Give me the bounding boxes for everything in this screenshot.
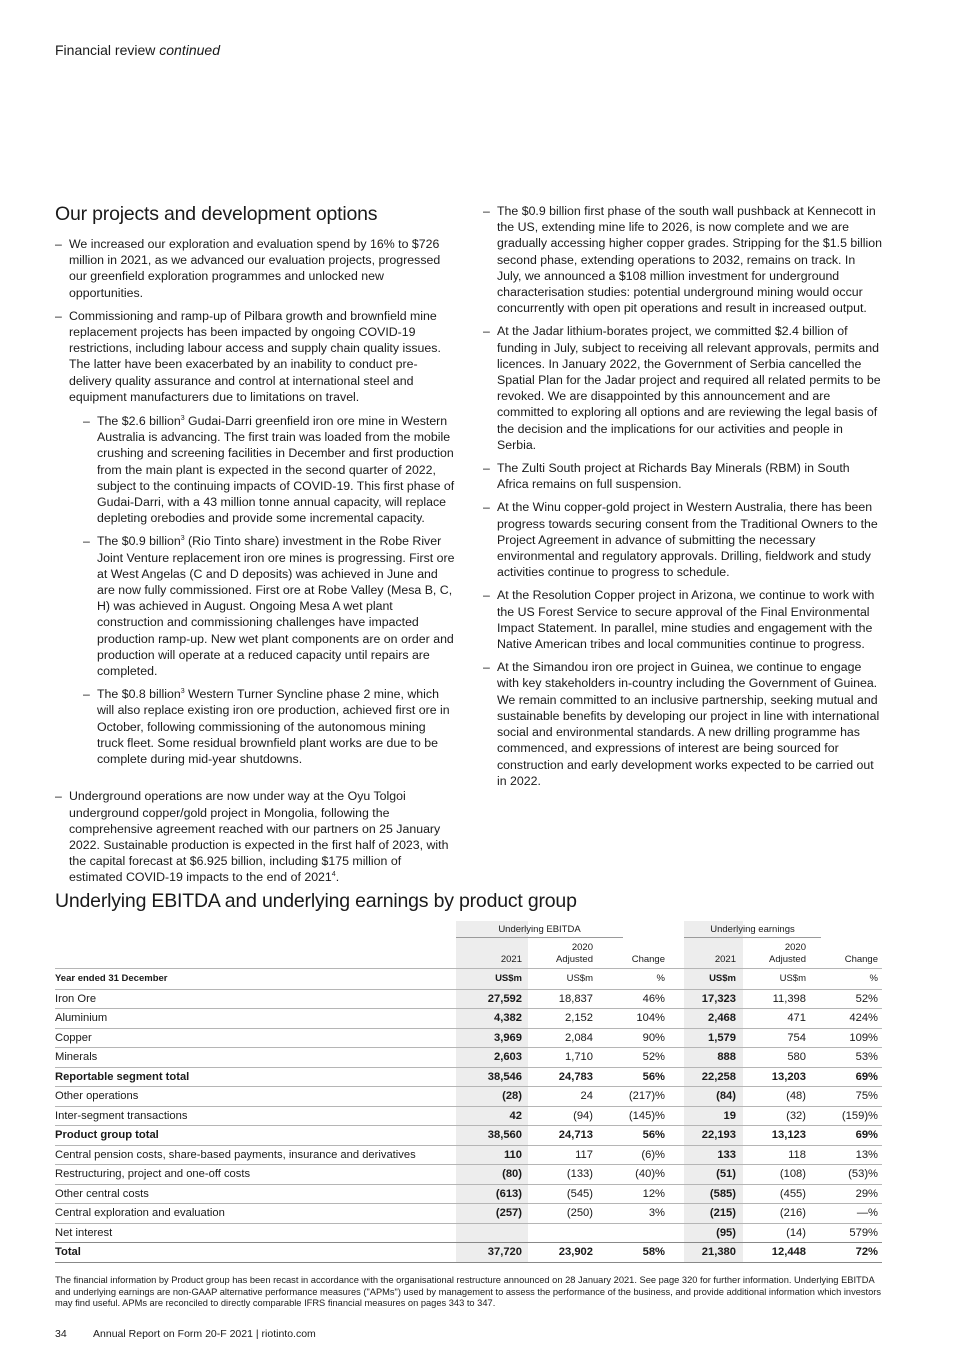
cell-value: 104%	[636, 1012, 665, 1024]
cell-value: 11,398	[772, 992, 806, 1005]
cell-value: (159)%	[841, 1109, 878, 1122]
cell-value: (145)%	[628, 1109, 665, 1122]
col-header-earnings-2020	[728, 942, 806, 966]
cell-value: (80)	[502, 1168, 522, 1180]
cell-value: 118	[788, 1148, 806, 1161]
row-label: Inter-segment transactions	[55, 1109, 188, 1122]
projects-heading: Our projects and development options	[55, 203, 378, 225]
footnote: The financial information by Product group has been recast in accordance with the organisational restructure announced on 28 January 2021. See page 320 for further information. Underlying EBITDA and underlying earnings are non-GAAP alternative performance measures ("APMs") used by management to assess the performance of the business, and provide additional information which investors may find useful. APMs are reconciled to directly comparable IFRS financial measures on pages 343 to 347.	[55, 1275, 882, 1309]
list-item	[55, 788, 455, 885]
group-header-earnings: Underlying earnings	[684, 924, 821, 938]
list-item: – At the Simandou iron ore project in Guinea, we continue to engage with key stakeholders in-country including the Government of Guinea. We remain committed to an inclusive partnership, seeking mutual and sustainable benefits by developing our project in line with international social and environmental standards. A new drilling programme has commenced, and expressions of interest are being sourced for construction and early development works expected to be carried out in 2022.	[483, 659, 883, 789]
table-row	[55, 1184, 882, 1204]
projects-right-column	[483, 203, 883, 796]
row-divider	[55, 1067, 882, 1068]
footnote-ref: 3	[180, 414, 185, 422]
cell-value: 12%	[642, 1187, 665, 1200]
running-head-title: Financial review	[55, 42, 156, 58]
cell-value: (133)	[566, 1168, 593, 1180]
col-header-earnings-2021: 2021	[714, 954, 736, 965]
cell-value: 471	[787, 1012, 806, 1024]
table-row	[55, 1067, 882, 1087]
cell-value: (32)	[786, 1109, 806, 1122]
footer-separator: |	[255, 1328, 259, 1340]
sub-item-text: Western Turner Syncline phase 2 mine, which will also replace existing iron ore production, achieved first ore in October, following commissioning of the autonomous mining truck fleet. Some residual brownfield plant works are due to be complete during mid-year shutdowns.	[97, 687, 450, 767]
row-divider	[55, 1086, 882, 1087]
cell-value: (51)	[716, 1168, 736, 1180]
row-divider	[55, 1047, 882, 1048]
table-heading: Underlying EBITDA and underlying earnings by product group	[55, 890, 577, 912]
cell-value: 2,152	[565, 1012, 593, 1024]
cell-value: (28)	[502, 1090, 522, 1102]
cell-value: (40)%	[635, 1168, 665, 1180]
col-header-adjusted: Adjusted	[769, 954, 806, 965]
cell-value: 38,546	[487, 1070, 522, 1083]
cell-value: 24,783	[558, 1070, 593, 1083]
cell-value: (14)	[786, 1226, 806, 1239]
cell-value: 56%	[642, 1129, 665, 1141]
row-label: Central pension costs, share-based payments, insurance and derivatives	[55, 1148, 416, 1161]
page-footer	[55, 1328, 316, 1340]
cell-value: 42	[509, 1109, 522, 1122]
row-label: Other central costs	[55, 1187, 149, 1200]
sub-list-item	[69, 413, 455, 526]
row-divider	[55, 1242, 882, 1243]
sub-item-text: Gudai-Darri greenfield iron ore mine in Western Australia is advancing. The first train was loaded from the mobile crushing and screening facilities in December and first production from the main plant is expected in the second quarter of 2022, subject to the continuing impacts of COVID-19. This first phase of Gudai-Darri, with a 43 million tonne annual capacity, will replace depleting orebodies and provide some incremental capacity.	[97, 414, 455, 526]
cell-value: %	[869, 973, 878, 984]
cell-value: 888	[717, 1051, 736, 1063]
sub-item-text: The $2.6 billion	[97, 414, 181, 429]
cell-value: 38,560	[487, 1129, 522, 1141]
row-label: Minerals	[55, 1051, 98, 1063]
row-label: Other operations	[55, 1090, 139, 1102]
cell-value: 52%	[642, 1051, 665, 1063]
cell-value: (95)	[716, 1226, 736, 1239]
table-row	[55, 1047, 882, 1067]
sub-item-text: The $0.8 billion	[97, 687, 181, 702]
sub-list-item	[69, 533, 455, 679]
cell-value: (94)	[573, 1109, 593, 1122]
pilbara-sub-list	[69, 413, 455, 767]
list-item: – At the Resolution Copper project in Arizona, we continue to work with the US Forest Service to secure approval of the Final Environmental Impact Statement. In parallel, mine studies and engagement with the Native American tribes and local communities continue to progress.	[483, 587, 883, 652]
cell-value: 109%	[849, 1031, 878, 1044]
cell-value: 579%	[849, 1226, 878, 1239]
table-row	[55, 1086, 882, 1106]
list-item: – We increased our exploration and evaluation spend by 16% to $726 million in 2021, as we advanced our evaluation projects, progressed our greenfield exploration programmes and unlocked new opportunities.	[55, 236, 455, 301]
row-divider	[55, 1008, 882, 1009]
table-row	[55, 1203, 882, 1223]
cell-value: 2,468	[708, 1012, 736, 1024]
cell-value: 110	[503, 1148, 522, 1161]
row-divider	[55, 1106, 882, 1107]
cell-value: 1,579	[708, 1031, 736, 1044]
cell-value: 4,382	[494, 1012, 522, 1024]
row-divider	[55, 1028, 882, 1029]
cell-value: 133	[717, 1148, 736, 1161]
row-label: Iron Ore	[55, 992, 97, 1005]
list-item-text: Commissioning and ramp-up of Pilbara growth and brownfield mine replacement projects has been impacted by ongoing COVID-19 restrictions, including labour access and supply chain quality issues. The latter have been exacerbated by an inability to conduct pre-delivery quality assurance and control at international steel and equipment manufacturers due to limitations on travel.	[69, 308, 441, 404]
cell-value: (53)%	[848, 1168, 878, 1180]
cell-value: (217)%	[628, 1090, 665, 1102]
table-row	[55, 1223, 882, 1243]
list-item: – The $0.9 billion first phase of the south wall pushback at Kennecott in the US, extending mine life to 2026, is now complete and we are gradually accessing higher copper grades. Stripping for the $1.5 billion second phase, extending operations to 2032, remains on track. In July, we announced a $108 million investment for underground characterisation studies: potential underground mining would occur concurrently with open pit operations and result in increased output.	[483, 203, 883, 316]
cell-value: —%	[856, 1207, 878, 1219]
cell-value: 29%	[855, 1187, 878, 1200]
cell-value: (48)	[786, 1090, 806, 1102]
cell-value: 21,380	[701, 1246, 736, 1258]
row-label: Net interest	[55, 1226, 113, 1239]
table-row	[55, 1145, 882, 1165]
row-label: Total	[55, 1246, 81, 1258]
website: riotinto.com	[261, 1328, 316, 1340]
cell-value: 13,203	[771, 1070, 806, 1083]
cell-value: 90%	[642, 1031, 665, 1044]
cell-value: 2,603	[494, 1051, 522, 1063]
running-head-subtitle: continued	[159, 42, 220, 58]
cell-value: 117	[575, 1148, 593, 1161]
row-divider	[55, 1223, 882, 1224]
cell-value: 69%	[855, 1129, 878, 1141]
table-row	[55, 1164, 882, 1184]
row-divider	[55, 989, 882, 990]
cell-value: 24	[580, 1090, 593, 1102]
cell-value: (84)	[716, 1090, 736, 1102]
cell-value: 18,837	[558, 992, 593, 1005]
cell-value: 69%	[855, 1070, 878, 1083]
cell-value: 53%	[855, 1051, 878, 1063]
row-label: Restructuring, project and one-off costs	[55, 1168, 251, 1180]
cell-value: 754	[787, 1031, 806, 1044]
cell-value: (250)	[566, 1207, 593, 1219]
row-divider	[55, 1125, 882, 1126]
cell-value: 58%	[642, 1246, 665, 1258]
cell-value: 424%	[849, 1012, 878, 1024]
table-row	[55, 1008, 882, 1028]
list-item-text: .	[335, 870, 340, 885]
list-item: – At the Jadar lithium-borates project, we committed $2.4 billion of funding in July, subject to receiving all relevant approvals, permits and licences. In January 2022, the Government of Serbia cancelled the Spatial Plan for the Jadar project and required all related permits to be revoked. We are disappointed by this announcement and are committed to exploring all options and are reviewing the legal basis of the decision and the implications for our activities and people in Serbia.	[483, 323, 883, 453]
cell-value: 22,193	[701, 1129, 736, 1141]
cell-value: (108)	[779, 1168, 806, 1180]
cell-value: US$m	[779, 973, 806, 984]
col-header-year: 2020	[784, 942, 806, 953]
table-row	[55, 1028, 882, 1048]
cell-value: 56%	[642, 1070, 665, 1083]
cell-value: US$m	[709, 973, 736, 984]
col-header-earnings-change: Change	[844, 954, 878, 965]
row-divider	[55, 1203, 882, 1204]
col-header-ebitda-change: Change	[631, 954, 665, 965]
page-number: 34	[55, 1328, 67, 1340]
cell-value: (216)	[779, 1207, 806, 1219]
cell-value: 46%	[642, 992, 665, 1005]
cell-value: 37,720	[487, 1246, 522, 1258]
cell-value: (6)%	[641, 1148, 665, 1161]
col-header-ebitda-2021: 2021	[500, 954, 522, 965]
table-row	[55, 1125, 882, 1145]
footnote-ref: 4	[331, 871, 336, 879]
table-row	[55, 1106, 882, 1126]
footnote-ref: 3	[180, 535, 185, 543]
cell-value: (215)	[709, 1207, 736, 1219]
cell-value: 12,448	[771, 1246, 806, 1258]
cell-value: 52%	[855, 992, 878, 1005]
cell-value: 13,123	[771, 1129, 806, 1141]
cell-value: 23,902	[558, 1246, 593, 1258]
list-item: – At the Winu copper-gold project in Western Australia, there has been progress towards securing consent from the Traditional Owners to the Project Agreement in advance of submitting the necessary environmental and regulatory approvals. Drilling, fieldwork and study activities continue to progress to schedule.	[483, 499, 883, 580]
report-name: Annual Report on Form 20-F 2021	[93, 1328, 253, 1340]
cell-value: 24,713	[558, 1129, 593, 1141]
col-header-adjusted: Adjusted	[556, 954, 593, 965]
projects-left-column	[55, 203, 455, 893]
projects-list-right	[483, 203, 883, 789]
cell-value: 580	[787, 1051, 806, 1063]
cell-value: 13%	[855, 1148, 878, 1161]
cell-value: (585)	[709, 1187, 736, 1200]
group-header-ebitda: Underlying EBITDA	[456, 924, 623, 938]
cell-value: (455)	[779, 1187, 806, 1200]
cell-value: US$m	[566, 973, 593, 984]
list-item-text: Underground operations are now under way at the Oyu Tolgoi underground copper/gold project in Mongolia, following the comprehensive agreement reached with our partners on 25 January 2022. Sustainable production is expected in the first half of 2023, with the capital forecast at $6.925 billion, including $175 million of estimated COVID-19 impacts to the end of 2021	[69, 789, 449, 885]
row-label: Reportable segment total	[55, 1070, 190, 1083]
cell-value: 3,969	[494, 1031, 522, 1044]
cell-value: 75%	[855, 1090, 878, 1102]
cell-value: 19	[723, 1109, 736, 1122]
footnote-ref: 3	[180, 688, 185, 696]
cell-value: 2,084	[565, 1031, 593, 1044]
units-row	[55, 969, 882, 989]
row-divider	[55, 1145, 882, 1146]
cell-value: 22,258	[701, 1070, 736, 1083]
row-label: Copper	[55, 1031, 92, 1044]
sub-list-item	[69, 686, 455, 767]
cell-value: 72%	[855, 1246, 878, 1258]
cell-value: 27,592	[487, 992, 522, 1005]
table-row	[55, 989, 882, 1009]
cell-value: US$m	[495, 973, 522, 984]
list-item	[55, 308, 455, 767]
row-divider	[55, 1184, 882, 1185]
table-bottom-rule	[55, 1262, 882, 1263]
cell-value: 1,710	[565, 1051, 593, 1063]
cell-value: 17,323	[701, 992, 736, 1005]
col-header-year: 2020	[571, 942, 593, 953]
cell-value: 3%	[648, 1207, 665, 1219]
cell-value: (257)	[495, 1207, 522, 1219]
table-row	[55, 1242, 882, 1262]
sub-item-text: The $0.9 billion	[97, 534, 181, 549]
list-item: – The Zulti South project at Richards Bay Minerals (RBM) in South Africa remains on full suspension.	[483, 460, 883, 492]
row-label: Central exploration and evaluation	[55, 1207, 225, 1219]
cell-value: %	[656, 973, 665, 984]
running-head	[55, 42, 220, 58]
col-header-ebitda-2020	[515, 942, 593, 966]
row-label: Year ended 31 December	[55, 973, 168, 984]
cell-value: (545)	[566, 1187, 593, 1200]
row-label: Aluminium	[55, 1012, 108, 1024]
cell-value: (613)	[495, 1187, 522, 1200]
sub-item-text: (Rio Tinto share) investment in the Robe River Joint Venture replacement iron ore mines is progressing. First ore at West Angelas (C and D deposits) was achieved in June and are now fully commissioned. First ore at Robe Valley (Mesa B, C, H) was achieved in August. Ongoing Mesa A wet plant construction and commissioning challenges have impacted production ramp-up. New wet plant components are on order and production will operate at a reduced capacity until repairs are completed.	[97, 534, 455, 679]
row-label: Product group total	[55, 1129, 159, 1141]
projects-list-left	[55, 236, 455, 886]
row-divider	[55, 1164, 882, 1165]
